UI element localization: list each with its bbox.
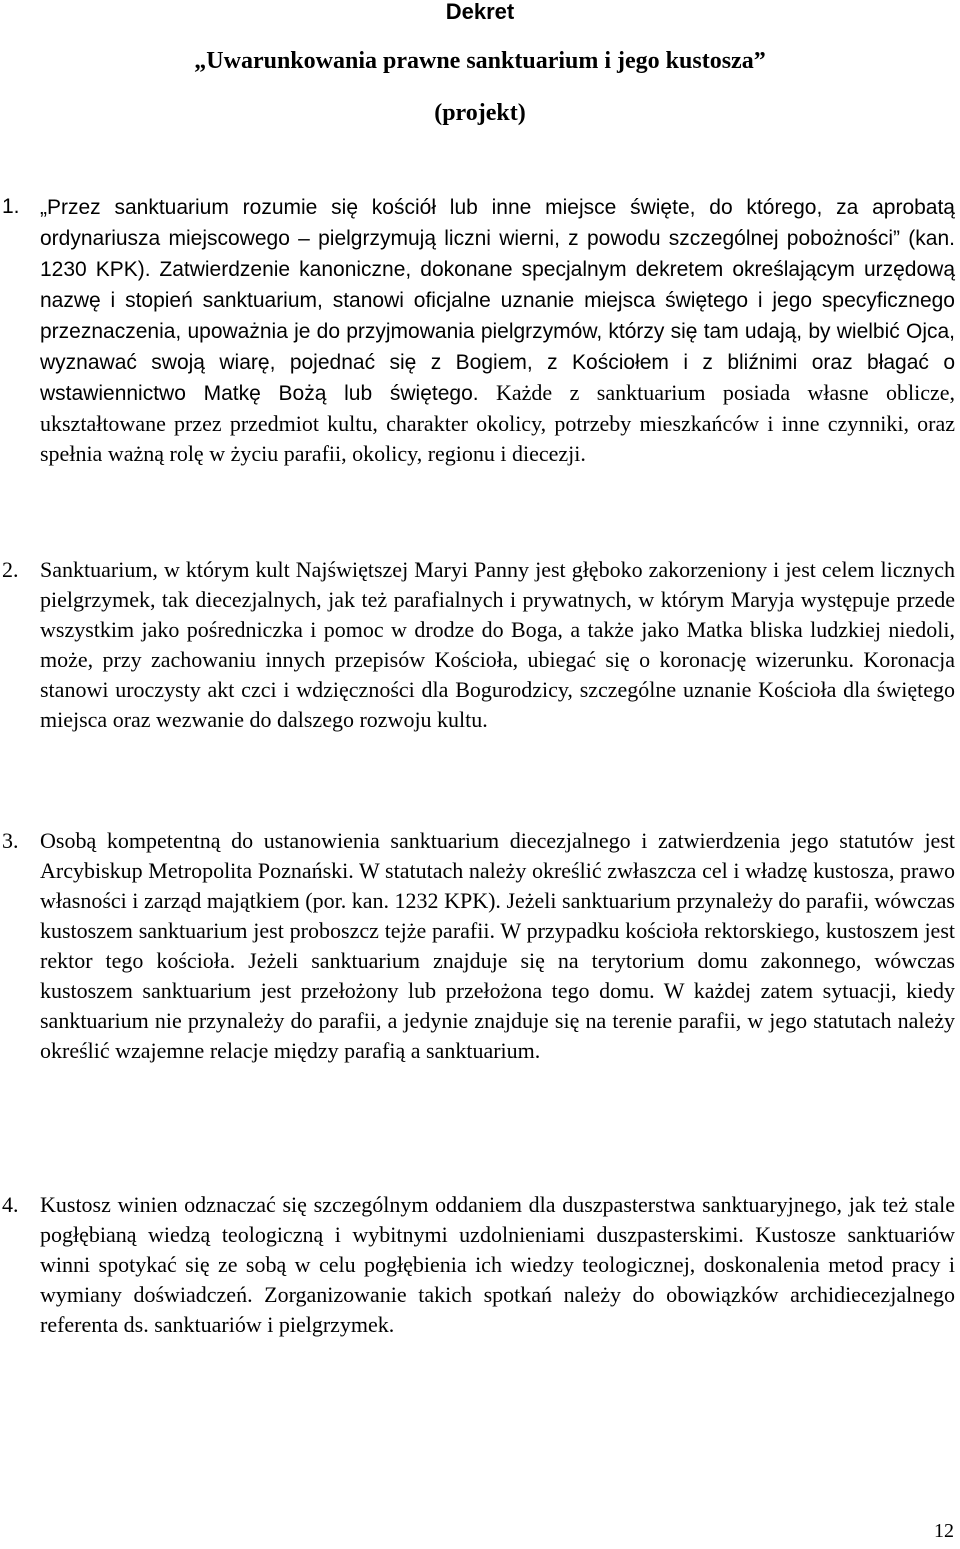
paragraph-text xyxy=(40,192,955,469)
paragraph-text: Osobą kompetentną do ustanowienia sanktuarium diecezjalnego i zatwierdzenia jego statutów jest Arcybiskup Metropolita Poznański. W statutach należy określić zwłaszcza cel i władzę kustosza, prawo własności i zarząd majątkiem (por. kan. 1232 KPK). Jeżeli sanktuarium przynależy do parafii, wówczas kustoszem sanktuarium jest proboszcz tejże parafii. W przypadku kościoła rektorskiego, kustoszem jest rektor tego kościoła. Jeżeli sanktuarium znajduje się na terytorium domu zakonnego, wówczas kustoszem sanktuarium jest przełożony lub przełożona tego domu. W każdej zatem sytuacji, kiedy sanktuarium nie przynależy do parafii, a jedynie znajduje się na terenie parafii, w jego statutach należy określić wzajemne relacje między parafią a sanktuarium. xyxy=(40,828,955,1063)
document-subtitle: „Uwarunkowania prawne sanktuarium i jego kustosza” xyxy=(194,48,766,74)
paragraph-quote: „Przez sanktuarium rozumie się kościół lub inne miejsce święte, do którego, za aprobatą ordynariusza miejscowego – pielgrzymują liczni wierni, z powodu szczególnej pobożności” (kan. 1230 KPK). xyxy=(40,196,955,281)
item-number: 2. xyxy=(2,557,19,582)
item-number: 4. xyxy=(2,1192,19,1217)
page-number: 12 xyxy=(934,1520,954,1542)
paragraph-text: Kustosz winien odznaczać się szczególnym oddaniem dla duszpasterstwa sanktuaryjnego, jak też stale pogłębianą wiedzą teologiczną i wybitnymi uzdolnieniami duszpasterskimi. Kustosze sanktuariów winni spotykać się ze sobą w celu pogłębienia ich wiedzy teologicznej, doskonalenia metod pracy i wymiany doświadczeń. Zorganizowanie takich spotkań należy do obowiązków archidiecezjalnego referenta ds. sanktuariów i pielgrzymek. xyxy=(40,1192,955,1337)
paragraph-text: Sanktuarium, w którym kult Najświętszej Maryi Panny jest głęboko zakorzeniony i jest celem licznych pielgrzymek, tak diecezjalnych, jak też parafialnych i prywatnych, w którym Maryja występuje przede wszystkim jako pośredniczka i pomoc w drodze do Boga, a także jako Matka bliska ludzkiej niedoli, może, przy zachowaniu innych przepisów Kościoła, ubiegać się o koronację wizerunku. Koronacja stanowi uroczysty akt czci i wdzięczności dla Bogurodzicy, szczególne uznanie Kościoła dla świętego miejsca oraz wezwanie do dalszego rozwoju kultu. xyxy=(40,557,955,732)
paragraph-sentence: Zatwierdzenie kanoniczne, dokonane specjalnym dekretem określającym urzędową nazwę i stopień sanktuarium, stanowi oficjalne uznanie miejsca świętego i jego specyficznego przeznaczenia, upoważnia je do przyjmowania pielgrzymów, którzy się tam udają, by wielbić Ojca, wyznawać swoją wiarę, pojednać się z Bogiem, z Kościołem i z bliźnimi oraz błagać o wstawiennictwo Matkę Bożą lub świętego. xyxy=(40,258,956,405)
item-number: 3. xyxy=(2,828,19,853)
draft-note: (projekt) xyxy=(434,100,526,126)
document-title: Dekret xyxy=(445,0,515,24)
item-number: 1. xyxy=(2,195,20,218)
paragraph-sentence: Każde z sanktuarium posiada własne oblicze, ukształtowane przez przedmiot kultu, charakter okolicy, potrzeby mieszkańców i inne czynniki, oraz spełnia ważną rolę w życiu parafii, okolicy, regionu i diecezji. xyxy=(40,380,956,466)
